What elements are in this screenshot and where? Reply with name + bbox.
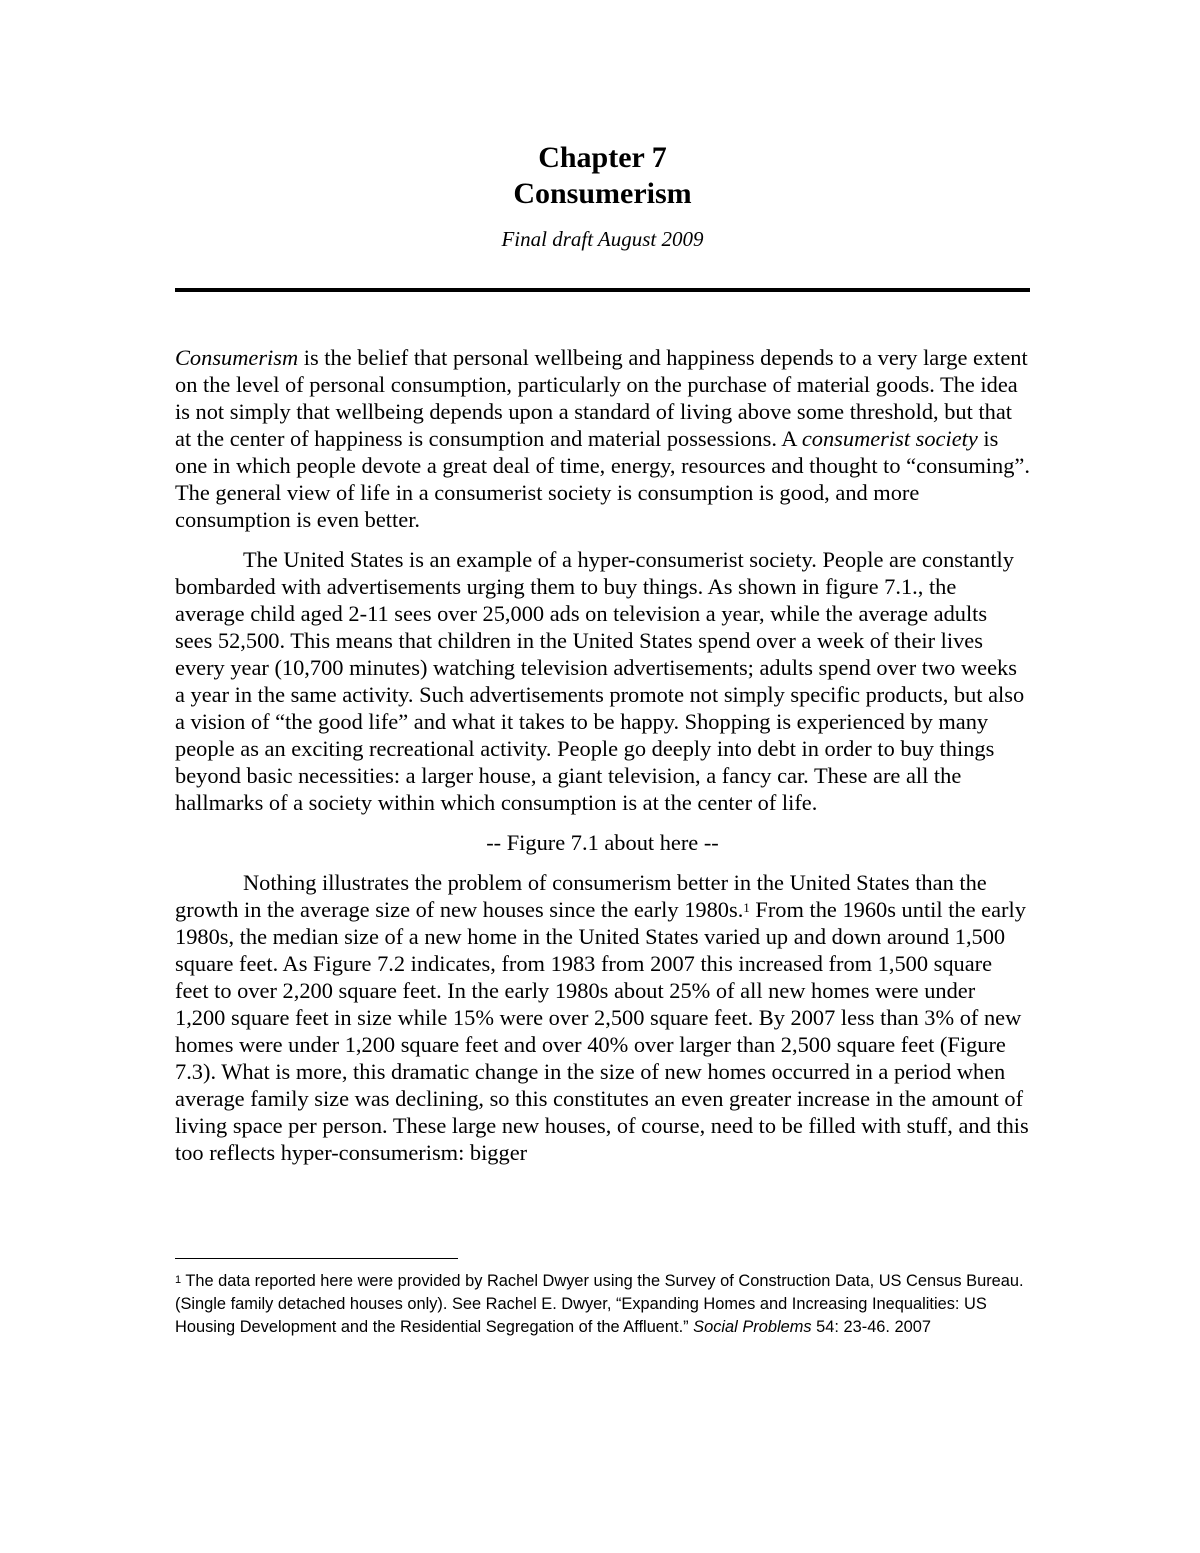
- chapter-heading: [175, 140, 1030, 212]
- footnote-reference[interactable]: 1: [743, 900, 750, 915]
- body-text: [175, 344, 1030, 1166]
- paragraph-hyper-consumerist: The United States is an example of a hyper-consumerist society. People are constantly bombarded with advertisements urging them to buy things. As shown in figure 7.1., the average child aged 2-11 sees over 25,000 ads on television a year, while the average adults sees 52,500. This means that children in the United States spend over a week of their lives every year (10,700 minutes) watching television advertisements; adults spend over two weeks a year in the same activity. Such advertisements promote not simply specific products, but also a vision of “the good life” and what it takes to be happy. Shopping is experienced by many people as an exciting recreational activity. People go deeply into debt in order to buy things beyond basic necessities: a larger house, a giant television, a fancy car. These are all the hallmarks of a society within which consumption is at the center of life.: [175, 547, 1025, 815]
- term-consumerist-society: consumerist society: [801, 426, 978, 451]
- paragraph-text: From the 1960s until the early 1980s, the median size of a new home in the United States varied up and down around 1,500 square feet. As Figure 7.2 indicates, from 1983 from 2007 this increased from 1,500 square feet to over 2,200 square feet. In the early 1980s about 25% of all new homes were under 1,200 square feet in size while 15% were over 2,500 square feet. By 2007 less than 3% of new homes were under 1,200 square feet and over 40% over larger than 2,500 square feet (Figure 7.3). What is more, this dramatic change in the size of new homes occurred in a period when average family size was declining, so this constitutes an even greater increase in the amount of living space per person. These large new houses, of course, need to be filled with stuff, and this too reflects hyper-consumerism: bigger: [175, 897, 1029, 1165]
- footnote-journal: Social Problems: [693, 1318, 812, 1336]
- paragraph-consumerism-definition: [175, 344, 1030, 533]
- footnote-text: The data reported here were provided by Rachel Dwyer using the Survey of Construction Data, US Census Bureau. (Single family detached houses only). See Rachel E. Dwyer, “Expanding Homes and Increasing Inequalities: US Housing Development and the Residential Segregation of the Affluent.”: [175, 1272, 1024, 1336]
- title-divider: [175, 288, 1030, 292]
- figure-placeholder: -- Figure 7.1 about here --: [486, 830, 719, 855]
- footnote-citation: 54: 23-46. 2007: [811, 1318, 931, 1336]
- chapter-title: Consumerism: [513, 177, 692, 210]
- chapter-label: Chapter 7: [538, 141, 667, 174]
- footnote: [175, 1270, 1030, 1339]
- paragraph-house-size: [175, 869, 1030, 1166]
- paragraph-text: Nothing illustrates the problem of consumerism better in the United States than the growth in the average size of new houses since the early 1980s.: [175, 870, 987, 922]
- footnote-mark: 1: [175, 1274, 182, 1286]
- term-consumerism: Consumerism: [175, 345, 299, 370]
- draft-note: Final draft August 2009: [501, 227, 704, 251]
- paragraph-text: is the belief that personal wellbeing and happiness depends to a very large extent on the level of personal consumption, particularly on the purchase of material goods. The idea is not simply that wellbeing depends upon a standard of living above some threshold, but that at the center of happiness is consumption and material possessions. A: [175, 345, 1028, 451]
- document-page: [175, 140, 1030, 1166]
- footnote-separator: [175, 1258, 458, 1259]
- paragraph-text: is one in which people devote a great deal of time, energy, resources and thought to “consuming”. The general view of life in a consumerist society is consumption is good, and more consumption is even better.: [175, 426, 1030, 532]
